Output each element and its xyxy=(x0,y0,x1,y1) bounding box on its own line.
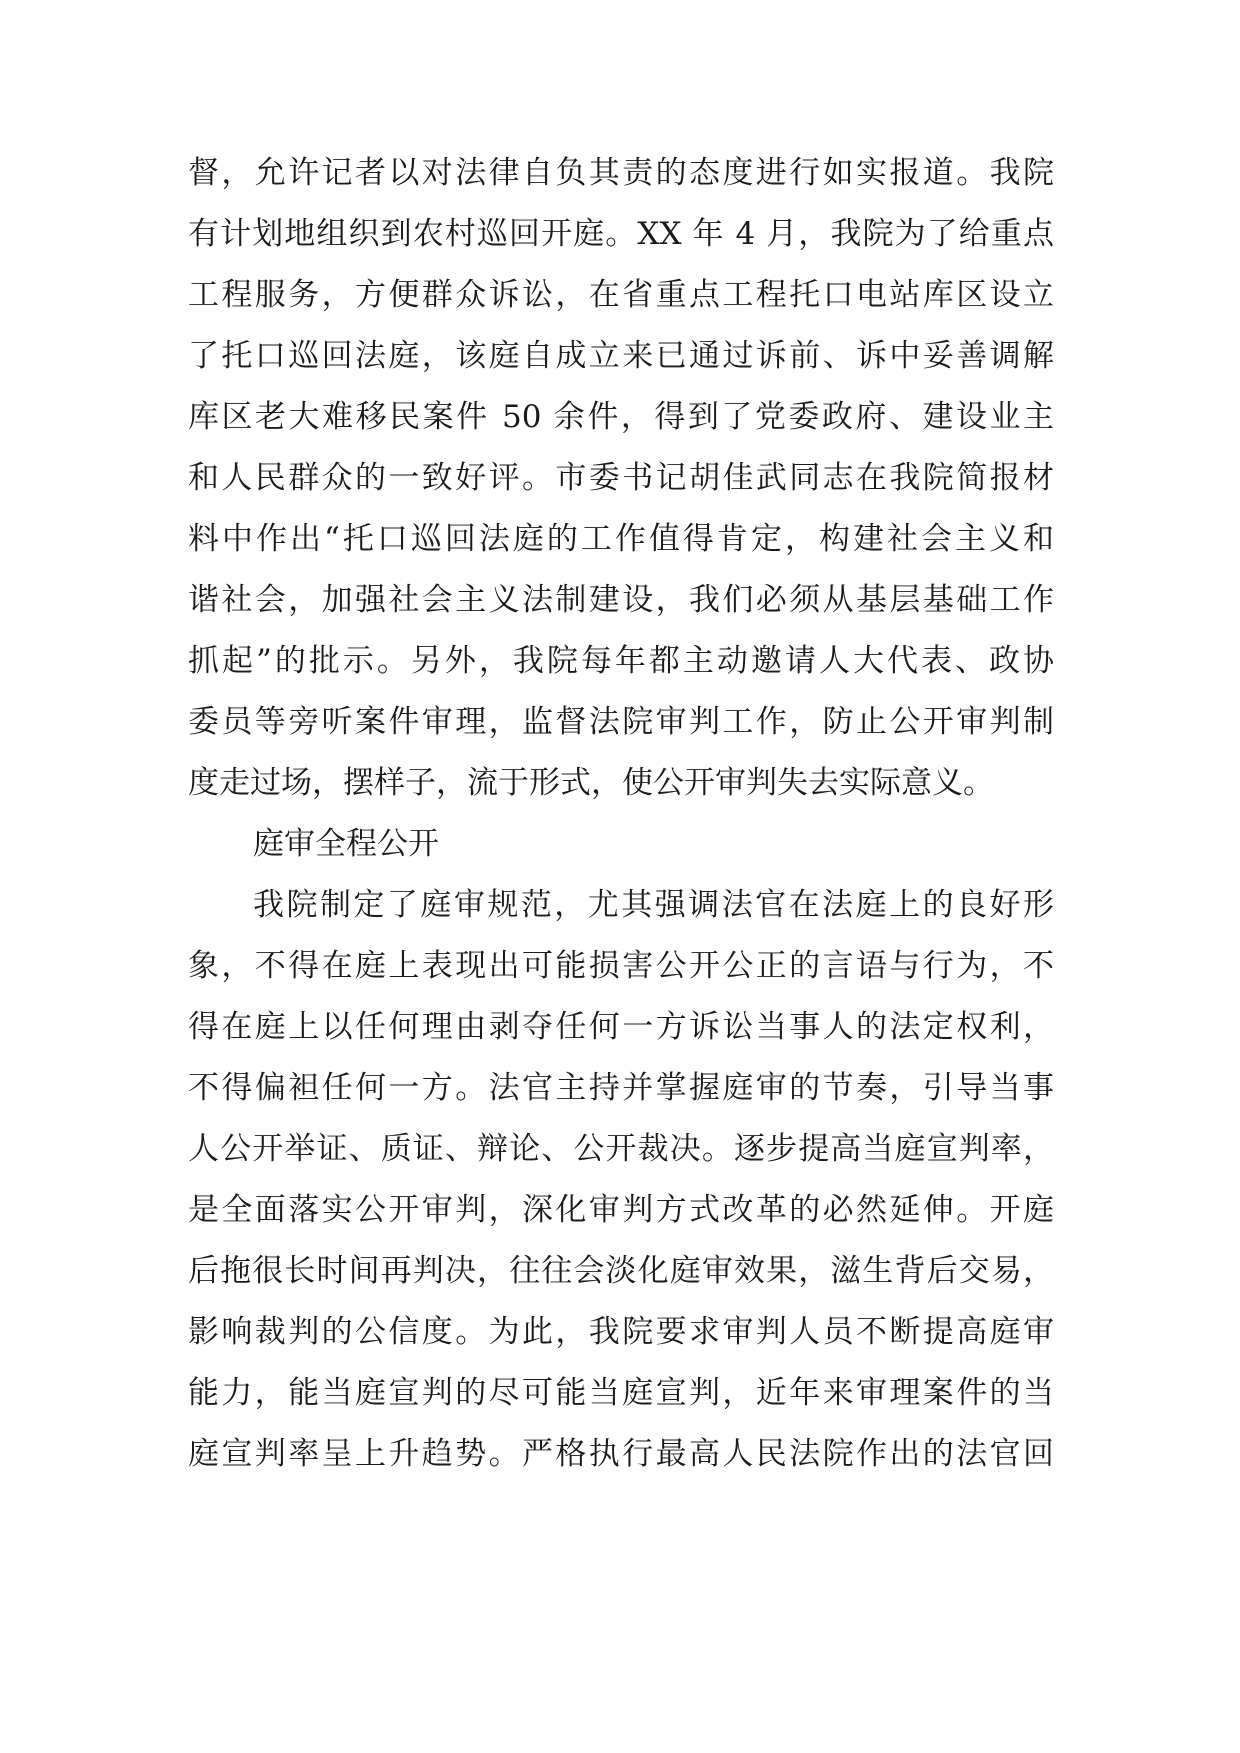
text-line: 和人民群众的一致好评。市委书记胡佳武同志在我院简报材 xyxy=(188,460,1054,496)
section-heading xyxy=(188,814,1054,875)
text-line: 象，不得在庭上表现出可能损害公开公正的言语与行为，不 xyxy=(188,948,1054,984)
text-line: 谐社会，加强社会主义法制建设，我们必须从基层基础工作 xyxy=(188,582,1054,618)
text-line: 能力，能当庭宣判的尽可能当庭宣判，近年来审理案件的当 xyxy=(188,1375,1054,1411)
heading-text: 庭审全程公开 xyxy=(253,826,439,862)
text-line: 库区老大难移民案件 50 余件，得到了党委政府、建设业主 xyxy=(188,399,1054,435)
text-line: 后拖很长时间再判决，往往会淡化庭审效果，滋生背后交易， xyxy=(188,1253,1054,1289)
text-line: 人公开举证、质证、辩论、公开裁决。逐步提高当庭宣判率， xyxy=(188,1131,1054,1167)
text-line: 不得偏袒任何一方。法官主持并掌握庭审的节奏，引导当事 xyxy=(188,1070,1054,1106)
text-line: 督，允许记者以对法律自负其责的态度进行如实报道。我院 xyxy=(188,155,1054,191)
paragraph-2 xyxy=(188,875,1054,1485)
text-line: 得在庭上以任何理由剥夺任何一方诉讼当事人的法定权利， xyxy=(188,1009,1054,1045)
text-line: 抓起”的批示。另外，我院每年都主动邀请人大代表、政协 xyxy=(188,643,1054,679)
text-line: 度走过场，摆样子，流于形式，使公开审判失去实际意义。 xyxy=(188,765,994,801)
text-line: 是全面落实公开审判，深化审判方式改革的必然延伸。开庭 xyxy=(188,1192,1054,1228)
text-line: 料中作出“托口巡回法庭的工作值得肯定，构建社会主义和 xyxy=(188,521,1054,557)
paragraph-1 xyxy=(188,143,1054,814)
text-line: 影响裁判的公信度。为此，我院要求审判人员不断提高庭审 xyxy=(188,1314,1054,1350)
text-line: 我院制定了庭审规范，尤其强调法官在法庭上的良好形 xyxy=(253,887,1054,923)
text-line: 工程服务，方便群众诉讼，在省重点工程托口电站库区设立 xyxy=(188,277,1054,313)
document-body xyxy=(188,143,1054,1485)
text-line: 了托口巡回法庭，该庭自成立来已通过诉前、诉中妥善调解 xyxy=(188,338,1054,374)
text-line: 庭宣判率呈上升趋势。严格执行最高人民法院作出的法官回 xyxy=(188,1436,1054,1472)
text-line: 委员等旁听案件审理，监督法院审判工作，防止公开审判制 xyxy=(188,704,1054,740)
text-line: 有计划地组织到农村巡回开庭。XX 年 4 月，我院为了给重点 xyxy=(188,216,1054,252)
